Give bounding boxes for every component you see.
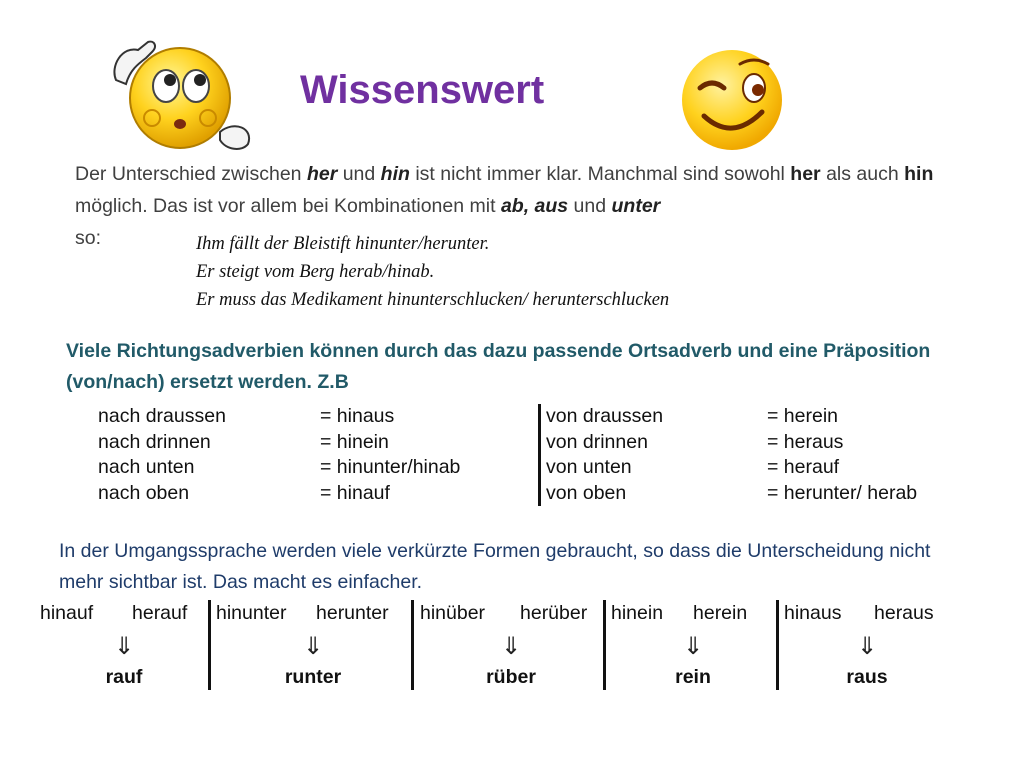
form-her: herein (693, 602, 748, 624)
rule-text: Viele Richtungsadverbien können durch das dazu passende Ortsadverb und eine Präposition (von/nach) ersetzt werden. Z.B (66, 340, 931, 393)
keyword-her: her (306, 163, 338, 185)
short-form-group (611, 598, 775, 690)
table-cell: von drinnen (546, 430, 648, 453)
table-cell: nach drinnen (98, 430, 211, 453)
intro-text: als auch (820, 163, 905, 185)
group-divider (208, 600, 211, 690)
double-down-arrow-icon: ⇓ (856, 632, 878, 660)
table-cell: nach draussen (98, 405, 226, 427)
double-down-arrow-icon: ⇓ (500, 632, 522, 660)
short-form: raus (846, 666, 888, 688)
table-cell: = hinauf (320, 481, 390, 504)
table-cell: = heraus (767, 430, 844, 453)
short-form-group (216, 598, 410, 690)
short-form-group (40, 598, 208, 690)
thinking-smiley-icon (108, 36, 256, 152)
table-cell: = hinaus (320, 405, 395, 427)
table-cell: = herein (767, 405, 839, 427)
right-results-column (767, 404, 917, 506)
double-down-arrow-icon: ⇓ (113, 632, 135, 660)
example-sentence: Er steigt vom Berg herab/hinab. (196, 262, 435, 282)
table-cell: von oben (546, 481, 627, 504)
group-divider (776, 600, 779, 690)
intro-text: ist nicht immer klar. Manchmal sind sowohl (409, 163, 791, 185)
table-cell: von unten (546, 456, 632, 478)
group-divider (411, 600, 414, 690)
form-her: heraus (874, 602, 934, 624)
double-down-arrow-icon: ⇓ (302, 632, 324, 660)
keyword-hin: hin (380, 163, 410, 185)
keyword-ab-aus: ab, aus (500, 195, 569, 217)
form-hin: hinein (611, 602, 664, 624)
example-sentence: Ihm fällt der Bleistift hinunter/herunter. (196, 234, 490, 254)
example-sentences (196, 230, 669, 314)
intro-text: Der Unterschied zwischen (75, 163, 307, 185)
form-hin: hinunter (216, 602, 287, 624)
page-title: Wissenswert (300, 68, 545, 112)
left-results-column (320, 404, 460, 506)
intro-text: und (568, 195, 612, 217)
short-form-group (420, 598, 602, 690)
note-text: In der Umgangssprache werden viele verkürzte Formen gebraucht, so dass die Unterscheidung nicht mehr sichtbar ist. Das macht es einfacher. (59, 540, 931, 593)
table-divider (538, 404, 541, 506)
example-sentence: Er muss das Medikament hinunterschlucken/ herunterschlucken (196, 290, 670, 310)
table-cell: = hinunter/hinab (320, 456, 461, 478)
keyword-hin: hin (904, 163, 934, 185)
form-hin: hinauf (40, 602, 94, 624)
form-her: herauf (132, 602, 188, 624)
table-cell: nach unten (98, 456, 195, 478)
form-hin: hinüber (420, 602, 486, 624)
right-phrases-column (546, 404, 663, 506)
form-her: herüber (520, 602, 588, 624)
form-her: herunter (316, 602, 389, 624)
intro-text: möglich. Das ist vor allem bei Kombinationen mit (75, 195, 501, 217)
short-form: runter (284, 666, 342, 688)
table-cell: nach oben (98, 481, 190, 504)
table-cell: = hinein (320, 430, 389, 453)
keyword-unter: unter (611, 195, 661, 217)
table-cell: = herunter/ herab (767, 481, 918, 504)
table-cell: von draussen (546, 405, 664, 427)
form-hin: hinaus (784, 602, 842, 624)
short-form: rein (675, 666, 711, 688)
intro-text: so: (75, 227, 102, 249)
double-down-arrow-icon: ⇓ (682, 632, 704, 660)
group-divider (603, 600, 606, 690)
intro-text: und (337, 163, 381, 185)
short-form: rüber (486, 666, 536, 688)
winking-smiley-icon (676, 46, 788, 152)
short-form-group (784, 598, 950, 690)
keyword-her: her (790, 163, 821, 185)
left-phrases-column (98, 404, 226, 506)
table-cell: = herauf (767, 456, 840, 478)
short-form: rauf (105, 666, 143, 688)
